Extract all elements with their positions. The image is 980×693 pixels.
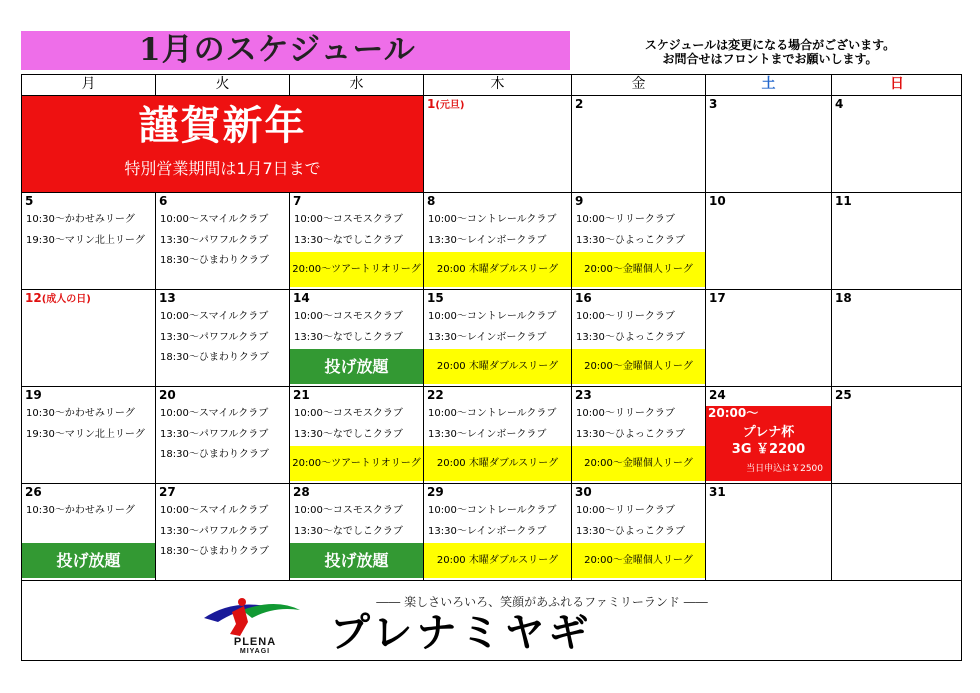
- league-band: 20:00～ツアートリオリーグ: [290, 446, 423, 481]
- weekday-fri: 金: [631, 76, 646, 92]
- league-band: 20:00 木曜ダブルスリーグ: [424, 543, 571, 578]
- free-play-band: 投げ放題: [22, 543, 155, 578]
- day-cell: [156, 484, 289, 580]
- league-band: 20:00 木曜ダブルスリーグ: [424, 446, 571, 481]
- day-number: 25: [835, 388, 852, 402]
- day-cell: [832, 387, 962, 483]
- event-item: 13:30～ひよっこクラブ: [576, 429, 685, 440]
- day-number: 5: [25, 194, 34, 208]
- league-band: 20:00～金曜個人リーグ: [572, 349, 705, 384]
- event-item: 10:00～スマイルクラブ: [160, 408, 269, 419]
- event-item: 10:00～コントレールクラブ: [428, 505, 557, 516]
- event-item: 13:30～ひよっこクラブ: [576, 332, 685, 343]
- event-item: 10:00～コントレールクラブ: [428, 408, 557, 419]
- day-cell: [290, 290, 423, 386]
- event-item: 10:30～かわせみリーグ: [26, 505, 135, 516]
- day-number: 21: [293, 388, 310, 402]
- footer-brand-name: プレナミヤギ: [330, 610, 593, 656]
- weekday-mon: 月: [81, 76, 96, 92]
- notice-line-1: スケジュールは変更になる場合がございます。: [644, 38, 896, 52]
- event-item: 13:30～レインボークラブ: [428, 235, 547, 246]
- cup-name: プレナ杯: [742, 425, 795, 440]
- day-number: 27: [159, 485, 176, 499]
- day-number: 7: [293, 194, 302, 208]
- cup-sameday-price: 当日申込は￥2500: [746, 464, 823, 474]
- day-cell: [156, 193, 289, 289]
- page-title: 1月のスケジュール: [139, 32, 416, 68]
- event-item: 10:00～スマイルクラブ: [160, 505, 269, 516]
- day-cell: [290, 387, 423, 483]
- notice-text: [600, 38, 940, 66]
- event-item: 13:30～パワフルクラブ: [160, 235, 269, 246]
- title-banner: [21, 31, 570, 70]
- event-item: 10:00～リリークラブ: [576, 505, 675, 516]
- day-number: 14: [293, 291, 310, 305]
- day-number: 26: [25, 485, 42, 499]
- event-item: 10:00～コスモスクラブ: [294, 214, 403, 225]
- day-cell: [22, 193, 155, 289]
- day-cell: [424, 387, 571, 483]
- day-number: 28: [293, 485, 310, 499]
- day-cell: [156, 387, 289, 483]
- day-cell: [832, 290, 962, 386]
- event-item: 13:30～パワフルクラブ: [160, 526, 269, 537]
- free-play-band: 投げ放題: [290, 543, 423, 578]
- event-item: 13:30～ひよっこクラブ: [576, 235, 685, 246]
- event-item: 10:00～スマイルクラブ: [160, 214, 269, 225]
- day-cell: [706, 193, 831, 289]
- day-number: 23: [575, 388, 592, 402]
- day-number: 11: [835, 194, 852, 208]
- day-cell: [572, 96, 705, 192]
- new-year-period: 特別営業期間は1月7日まで: [124, 159, 321, 178]
- holiday-note: (元旦): [435, 100, 465, 111]
- day-cell: [706, 96, 831, 192]
- day-number: 18: [835, 291, 852, 305]
- league-band: 20:00～金曜個人リーグ: [572, 446, 705, 481]
- weekday-tue: 火: [215, 76, 230, 92]
- event-item: 13:30～なでしこクラブ: [294, 526, 403, 537]
- day-cell: [706, 484, 831, 580]
- event-item: 10:00～コントレールクラブ: [428, 311, 557, 322]
- day-number: 30: [575, 485, 592, 499]
- event-item: 10:30～かわせみリーグ: [26, 214, 135, 225]
- event-item: 13:30～レインボークラブ: [428, 429, 547, 440]
- free-play-band: 投げ放題: [290, 349, 423, 384]
- day-number: 31: [709, 485, 726, 499]
- day-cell: [572, 193, 705, 289]
- event-item: 18:30～ひまわりクラブ: [160, 352, 269, 363]
- event-item: 19:30～マリン北上リーグ: [26, 235, 145, 246]
- day-cell: [572, 290, 705, 386]
- logo-wordmark-sub: MIYAGI: [239, 648, 271, 655]
- day-cell: [572, 387, 705, 483]
- event-item: 19:30～マリン北上リーグ: [26, 429, 145, 440]
- logo-figure-head: [238, 598, 246, 606]
- day-cell: [706, 290, 831, 386]
- day-cell: [290, 193, 423, 289]
- event-item: 10:30～かわせみリーグ: [26, 408, 135, 419]
- cup-time: 20:00～: [708, 406, 759, 420]
- league-band: 20:00～金曜個人リーグ: [572, 252, 705, 287]
- day-number: 1(元旦): [427, 97, 465, 111]
- league-band: 20:00～金曜個人リーグ: [572, 543, 705, 578]
- event-item: 13:30～パワフルクラブ: [160, 429, 269, 440]
- grid-line: [21, 580, 962, 581]
- day-cell: [572, 484, 705, 580]
- day-cell: [22, 484, 155, 580]
- event-item: 18:30～ひまわりクラブ: [160, 546, 269, 557]
- day-cell: [22, 290, 155, 386]
- footer-slogan: ―― 楽しさいろいろ、笑顔があふれるファミリーランド ――: [376, 595, 708, 609]
- day-cell: [832, 96, 962, 192]
- event-item: 13:30～なでしこクラブ: [294, 429, 403, 440]
- weekday-sat: 土: [761, 76, 776, 92]
- day-number: 15: [427, 291, 444, 305]
- logo-wordmark-main: PLENA: [233, 636, 277, 648]
- day-number: 8: [427, 194, 436, 208]
- event-item: 10:00～コスモスクラブ: [294, 505, 403, 516]
- event-item: 10:00～スマイルクラブ: [160, 311, 269, 322]
- weekday-sun: 日: [890, 76, 904, 92]
- day-number: 2: [575, 97, 584, 111]
- day-cell: [832, 193, 962, 289]
- logo-wordmark: [210, 636, 300, 656]
- day-number: 9: [575, 194, 584, 208]
- event-item: 10:00～コントレールクラブ: [428, 214, 557, 225]
- new-year-banner: [22, 96, 423, 192]
- day-number: 4: [835, 97, 844, 111]
- plena-cup-event: [706, 406, 831, 481]
- day-cell: [22, 387, 155, 483]
- day-number: 13: [159, 291, 176, 305]
- day-number: 16: [575, 291, 592, 305]
- day-number: 12(成人の日): [25, 291, 91, 305]
- day-number: 3: [709, 97, 718, 111]
- day-number: 19: [25, 388, 42, 402]
- day-cell: [424, 193, 571, 289]
- day-number: 17: [709, 291, 726, 305]
- new-year-greeting: 謹賀新年: [138, 102, 307, 149]
- day-number: 22: [427, 388, 444, 402]
- league-band: 20:00～ツアートリオリーグ: [290, 252, 423, 287]
- event-item: 13:30～パワフルクラブ: [160, 332, 269, 343]
- day-number: 20: [159, 388, 176, 402]
- day-cell: [290, 484, 423, 580]
- event-item: 13:30～なでしこクラブ: [294, 332, 403, 343]
- event-item: 13:30～レインボークラブ: [428, 526, 547, 537]
- event-item: 13:30～ひよっこクラブ: [576, 526, 685, 537]
- weekday-wed: 水: [349, 76, 364, 92]
- day-cell: [424, 96, 571, 192]
- cup-price: 3G ￥2200: [731, 442, 806, 457]
- event-item: 10:00～リリークラブ: [576, 408, 675, 419]
- day-number: 10: [709, 194, 726, 208]
- day-number: 24: [709, 388, 726, 402]
- event-item: 10:00～リリークラブ: [576, 311, 675, 322]
- event-item: 13:30～レインボークラブ: [428, 332, 547, 343]
- notice-line-2: お問合せはフロントまでお願いします。: [662, 52, 878, 66]
- day-cell: [156, 290, 289, 386]
- day-cell: [424, 290, 571, 386]
- day-cell: [424, 484, 571, 580]
- day-number: 6: [159, 194, 168, 208]
- day-number: 29: [427, 485, 444, 499]
- event-item: 10:00～コスモスクラブ: [294, 408, 403, 419]
- event-item: 13:30～なでしこクラブ: [294, 235, 403, 246]
- league-band: 20:00 木曜ダブルスリーグ: [424, 252, 571, 287]
- event-item: 18:30～ひまわりクラブ: [160, 255, 269, 266]
- event-item: 10:00～コスモスクラブ: [294, 311, 403, 322]
- event-item: 10:00～リリークラブ: [576, 214, 675, 225]
- league-band: 20:00 木曜ダブルスリーグ: [424, 349, 571, 384]
- weekday-thu: 木: [490, 76, 505, 92]
- event-item: 18:30～ひまわりクラブ: [160, 449, 269, 460]
- holiday-note: (成人の日): [41, 294, 91, 305]
